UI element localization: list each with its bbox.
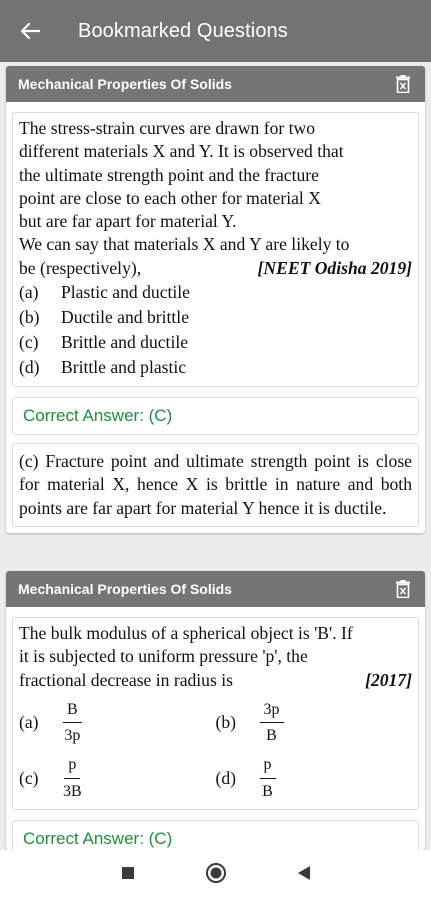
topic-label: Mechanical Properties Of Solids <box>18 76 232 92</box>
numerator: 3p <box>260 698 284 723</box>
topic-label: Mechanical Properties Of Solids <box>18 581 232 597</box>
denominator: 3p <box>64 727 81 745</box>
option-d <box>216 753 413 803</box>
option-text: Brittle and plastic <box>61 357 187 378</box>
question-card-2 <box>6 571 425 850</box>
fraction <box>260 698 284 748</box>
question-line: point are close to each other for material X <box>19 187 321 208</box>
page-title: Bookmarked Questions <box>78 19 288 42</box>
option-label: (d) <box>215 767 237 788</box>
card-header <box>6 571 425 607</box>
fraction <box>260 753 276 803</box>
option-text: Brittle and ductile <box>61 332 189 353</box>
option-a <box>19 698 216 748</box>
option-c <box>19 330 412 355</box>
option-label: (b) <box>19 307 40 328</box>
option-b <box>216 698 413 748</box>
option-label: (a) <box>19 282 39 303</box>
option-text: Ductile and brittle <box>61 307 190 328</box>
home-circle-icon[interactable] <box>205 862 227 889</box>
correct-answer: Correct Answer: (C) <box>12 397 419 435</box>
trash-icon[interactable] <box>393 73 413 95</box>
back-triangle-icon[interactable] <box>297 865 311 886</box>
option-d <box>19 355 412 380</box>
question-line: The stress-strain curves are drawn for two <box>19 118 316 138</box>
question-text <box>12 617 419 810</box>
fraction <box>63 698 82 748</box>
numerator: p <box>64 753 80 778</box>
trash-icon[interactable] <box>393 578 413 600</box>
question-line: it is subjected to uniform pressure 'p', the <box>19 646 308 667</box>
question-last-line <box>19 669 412 692</box>
option-c <box>19 753 216 803</box>
denominator: B <box>262 782 273 800</box>
option-label: (c) <box>19 767 39 788</box>
question-line: be (respectively), <box>19 257 142 278</box>
question-source: [NEET Odisha 2019] <box>257 257 412 278</box>
denominator: 3B <box>63 782 82 800</box>
fraction-options <box>19 698 412 803</box>
question-line: We can say that materials X and Y are likely to <box>19 234 350 255</box>
square-icon[interactable] <box>121 866 135 885</box>
option-label: (a) <box>19 712 39 733</box>
option-b <box>19 305 412 330</box>
question-line: fractional decrease in radius is <box>19 669 233 690</box>
system-nav-bar <box>0 850 431 900</box>
option-label: (b) <box>215 712 237 733</box>
question-line: but are far apart for material Y. <box>19 211 237 232</box>
option-label: (c) <box>19 332 39 353</box>
app-bar <box>0 0 431 62</box>
numerator: p <box>260 753 276 778</box>
question-source: [2017] <box>365 669 412 690</box>
back-arrow-icon[interactable] <box>18 19 42 43</box>
option-text: Plastic and ductile <box>61 282 190 303</box>
question-card-1 <box>6 66 425 533</box>
correct-answer: Correct Answer: (C) <box>12 820 419 850</box>
card-header <box>6 66 425 102</box>
explanation-text: (c) Fracture point and ultimate strength point is close for material X, hence X is brittle in nature and both points are far apart for material Y hence it is ductile. <box>12 443 419 527</box>
question-line: the ultimate strength point and the fracture <box>19 164 319 185</box>
denominator: B <box>266 727 277 745</box>
question-line: The bulk modulus of a spherical object is 'B'. If <box>19 623 353 643</box>
option-label: (d) <box>19 357 40 378</box>
option-a <box>19 280 412 305</box>
question-line: different materials X and Y. It is observed that <box>19 141 344 162</box>
numerator: B <box>63 698 82 723</box>
question-text <box>12 112 419 387</box>
question-last-line <box>19 257 412 280</box>
fraction <box>63 753 82 803</box>
